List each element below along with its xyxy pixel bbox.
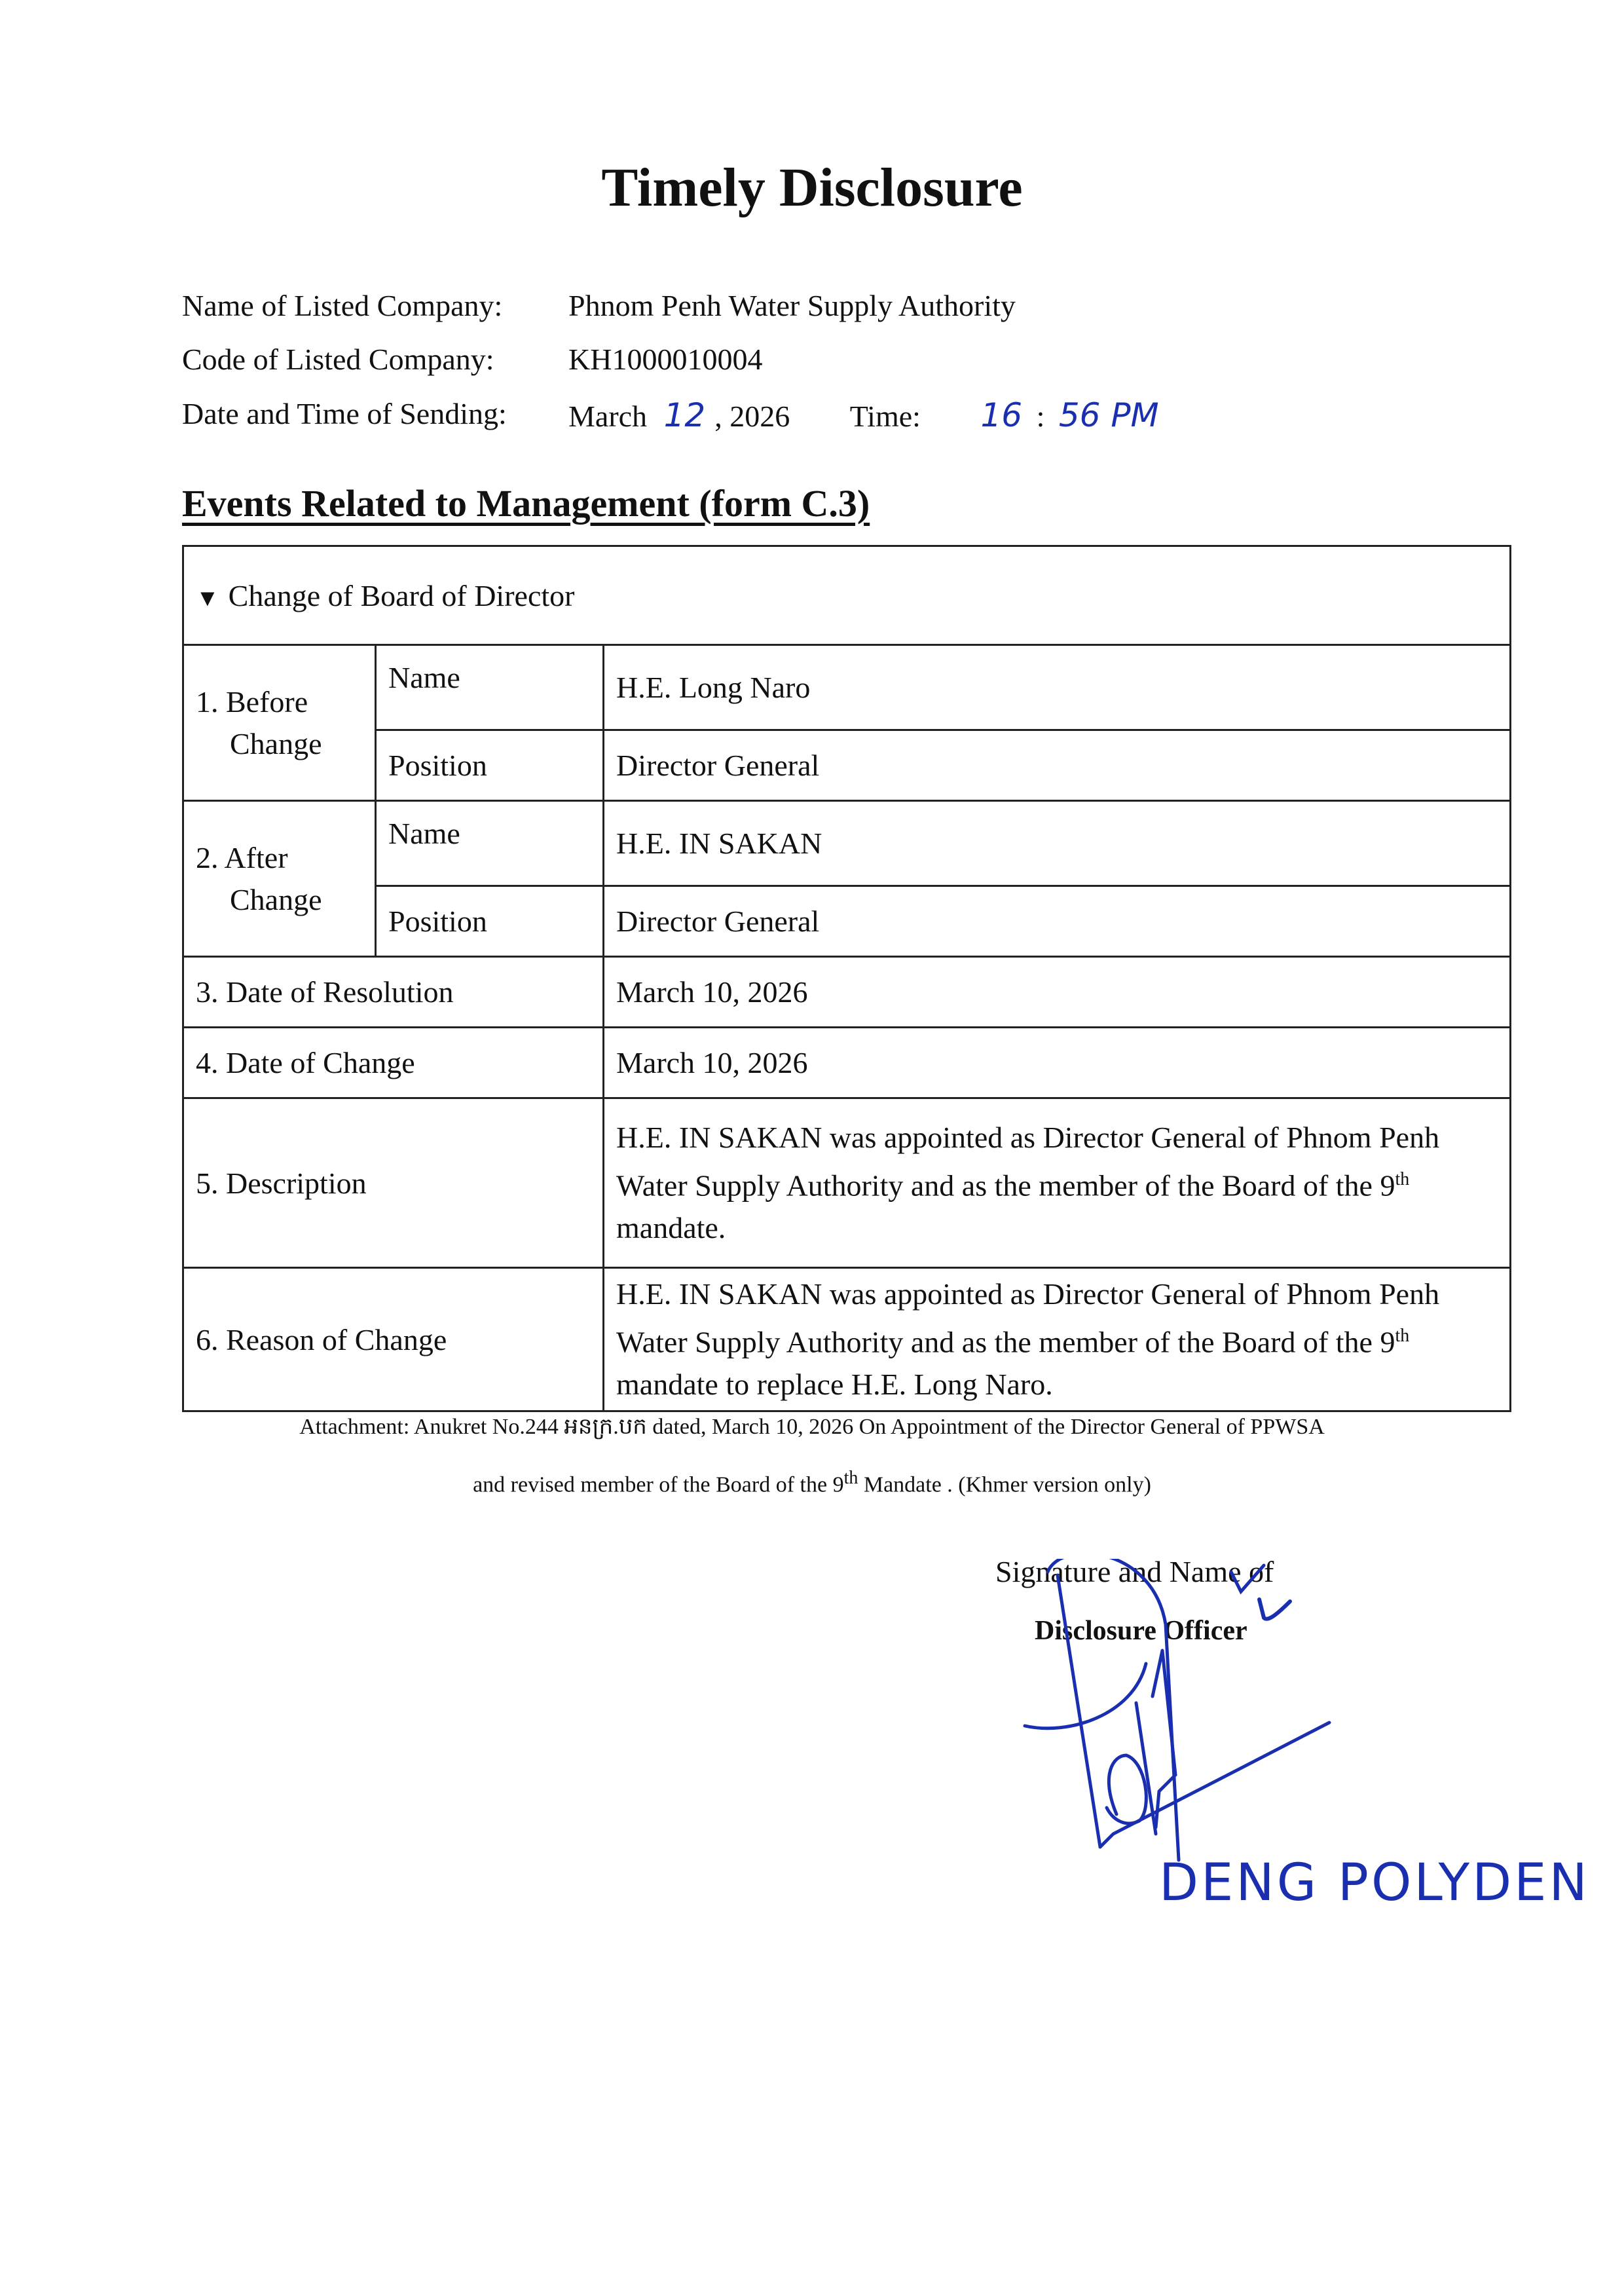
reason-value (604, 1268, 1511, 1411)
send-year: , 2026 (714, 400, 790, 433)
table-row (183, 886, 1511, 957)
description-sup: th (1395, 1169, 1410, 1190)
table-row (183, 1268, 1511, 1411)
company-name-label: Name of Listed Company: (182, 289, 503, 322)
after-change-label (183, 801, 376, 957)
send-date-value (568, 396, 1159, 434)
before-name-label: Name (376, 645, 604, 730)
table-row (183, 1098, 1511, 1268)
document-title: Timely Disclosure (601, 157, 1023, 218)
attachment-line2-a: and revised member of the Board of the 9 (473, 1472, 844, 1497)
table-row (183, 645, 1511, 730)
disclosure-table (182, 545, 1511, 1412)
before-label-line1: 1. Before (196, 684, 308, 718)
attachment-line2-b: Mandate . (Khmer version only) (858, 1472, 1151, 1497)
table-row (183, 957, 1511, 1028)
time-minute-handwritten: 56 PM (1058, 396, 1159, 434)
after-position-value: Director General (604, 886, 1511, 957)
send-day-handwritten: 12 (663, 396, 706, 434)
signature-scribble-icon (1015, 1559, 1421, 1873)
table-header-row (183, 546, 1511, 645)
signature-label-line2: Disclosure Officer (1035, 1616, 1247, 1646)
before-label-line2: Change (230, 726, 322, 760)
time-label: Time: (849, 400, 921, 433)
description-value (604, 1098, 1511, 1268)
signature-label-line1: Signature and Name of (995, 1555, 1274, 1588)
reason-sup: th (1395, 1326, 1410, 1347)
description-text: H.E. IN SAKAN was appointed as Director General of Phnom Penh Water Supply Authority and as the member of the Board of the 9 (616, 1121, 1440, 1203)
checkmark-icon (1254, 1592, 1306, 1631)
description-end: mandate. (616, 1210, 726, 1244)
after-name-value: H.E. IN SAKAN (604, 801, 1511, 886)
before-name-value: H.E. Long Naro (604, 645, 1511, 730)
table-header-cell (183, 546, 1511, 645)
table-header-label: Change of Board of Director (228, 578, 575, 612)
signer-name-handwritten: DENG POLYDEN (1159, 1854, 1590, 1912)
reason-end: mandate to replace H.E. Long Naro. (616, 1367, 1053, 1401)
company-code-value: KH1000010004 (568, 343, 763, 376)
table-row (183, 730, 1511, 801)
company-code-label: Code of Listed Company: (182, 343, 494, 376)
resolution-date-value: March 10, 2026 (604, 957, 1511, 1028)
after-position-label: Position (376, 886, 604, 957)
reason-label: 6. Reason of Change (183, 1268, 604, 1411)
triangle-down-icon: ▼ (196, 584, 219, 611)
time-hour-handwritten: 16 (980, 396, 1023, 434)
before-change-label (183, 645, 376, 801)
attachment-note (0, 1402, 1624, 1510)
attachment-line2 (0, 1453, 1624, 1510)
resolution-date-label: 3. Date of Resolution (183, 957, 604, 1028)
section-title: Events Related to Management (form C.3) (182, 482, 870, 525)
send-month: March (568, 400, 648, 433)
attachment-line2-sup: th (843, 1468, 858, 1488)
time-separator: : (1036, 400, 1045, 433)
company-name-value: Phnom Penh Water Supply Authority (568, 289, 1016, 322)
after-name-label: Name (376, 801, 604, 886)
table-row (183, 1028, 1511, 1098)
after-label-line2: Change (230, 882, 322, 916)
before-position-value: Director General (604, 730, 1511, 801)
attachment-line1: Attachment: Anukret No.244 អនក្រ.បក dated, March 10, 2026 On Appointment of the Director General of PPWSA (299, 1415, 1325, 1439)
reason-text: H.E. IN SAKAN was appointed as Director General of Phnom Penh Water Supply Authority and as the member of the Board of the 9 (616, 1277, 1440, 1359)
change-date-label: 4. Date of Change (183, 1028, 604, 1098)
change-date-value: March 10, 2026 (604, 1028, 1511, 1098)
table-row (183, 801, 1511, 886)
before-position-label: Position (376, 730, 604, 801)
after-label-line1: 2. After (196, 840, 288, 874)
description-label: 5. Description (183, 1098, 604, 1268)
send-datetime-label: Date and Time of Sending: (182, 397, 507, 430)
